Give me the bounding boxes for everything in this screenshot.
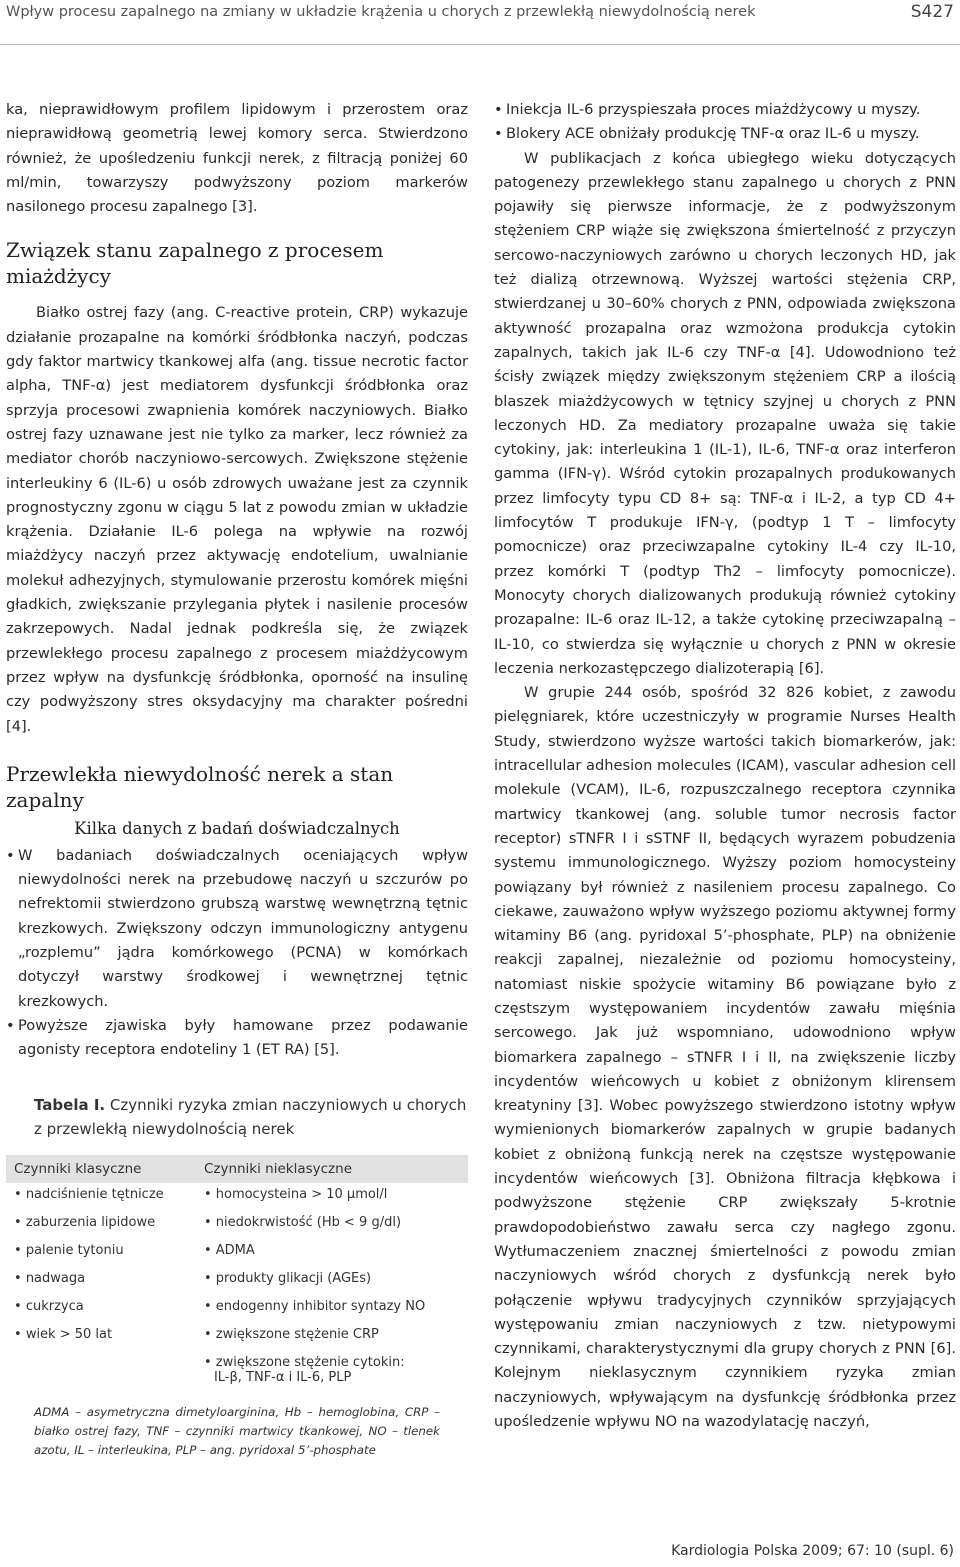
nurses-study-paragraph: W grupie 244 osób, spośród 32 826 kobiet, z zawodu pielęgniarek, które uczestniczyły w programie Nurses Health Study, stwierdzono wyższe wartości takich biomarkerów, jak: intracellular adhesion molecules (ICAM), vascular adhesion cell molekule (VCAM), IL-6, rozpuszczalnego receptora czynnika martwicy tkankowej (ang. soluble tumor necrosis factor receptor) sTNFR I i sSTNF II, będących wyrazem pobudzenia systemu immunologicznego. Wyższy poziom homocysteiny powiązany był również z nasileniem procesu zapalnego. Co ciekawe, zauważono wpływ wyższego poziomu aktywnej formy witaminy B6 (ang. pyridoxal 5’-phosphate, PLP) na obniżenie reakcji zapalnej, niezależnie od poziomu homocysteiny, natomiast niskie spożycie witaminy B6 powiązane było z częstszym występowaniem incydentów zawału mięśnia sercowego. Jak już wspomniano, udowodniono wpływ biomarkera zapalnego – sTNFR I i II, na zwiększenie liczby incydentów wieńcowych u kobiet z obniżonym klirensem kreatyniny [3]. Wobec powyższego stwierdzono istotny wpływ wymienionych biomarkerów zapalnych w grupie badanych kobiet z obniżoną funkcją nerek na częstsze występowanie incydentów wieńcowych [3]. Obniżona filtracja kłębkowa i podwyższone stężenie CRP zwiększały 5-krotnie prawdopodobieństwo zawału serca czy nagłego zgonu. Wytłumaczeniem znacznej śmiertelności z powodu zmian naczyniowych wśród chorych z dysfunkcją nerek było połączenie wpływu tradycyjnych czynników sprzyjających występowaniu zmian naczyniowych z tzw. nietypowymi czynnikami, charakterystycznymi dla grupy chorych z PNN [6]. Kolejnym nieklasycznym czynnikiem ryzyka zmian naczyniowych, wpływającym na dysfunkcję śródbłonka przez upośledzenie wpływu NO na wazodylatację naczyń, [494,684,956,1431]
mouse-findings-list [494,98,956,147]
table-cell: • zaburzenia lipidowe [14,1215,155,1230]
table-cell: IL-β, TNF-α i IL-6, PLP [213,1369,352,1385]
intro-paragraph: ka, nieprawidłowym profilem lipidowym i przerostem oraz nieprawidłową geometrią lewej komory serca. Stwierdzono również, że upośledzeniu funkcji nerek, z filtracją poniżej 60 ml/min, towarzyszy podwyższony poziom markerów nasilonego procesu zapalnego [3]. [6,101,468,216]
table-cell: • zwiększone stężenie cytokin: [204,1355,405,1370]
table-row [6,1351,468,1389]
table-cell: • produkty glikacji (AGEs) [204,1271,371,1286]
table-cell: • niedokrwistość (Hb < 9 g/dl) [204,1215,401,1230]
running-title: Wpływ procesu zapalnego na zmiany w układzie krążenia u chorych z przewlekłą niewydolnością nerek [6,4,756,20]
list-item: • Iniekcja IL-6 przyspieszała proces miażdżycowy u myszy. [494,98,956,122]
section-heading-ckd: Przewlekła niewydolność nerek a stan zapalny [6,761,394,812]
table-cell: • nadwaga [14,1271,85,1286]
table-row [6,1211,468,1239]
table-row [6,1239,468,1267]
table-row [6,1295,468,1323]
table-cell: • endogenny inhibitor syntazy NO [204,1299,425,1314]
table-cell: • ADMA [204,1243,255,1258]
table-row [6,1267,468,1295]
table-footnote: ADMA – asymetryczna dimetyloarginina, Hb – hemoglobina, CRP – białko ostrej fazy, TNF – czynniki martwicy tkankowej, NO – tlenek azotu, IL – interleukina, PLP – ang. pyridoxal 5’-phosphate [34,1404,440,1457]
crp-paragraph: Białko ostrej fazy (ang. C-reactive protein, CRP) wykazuje działanie prozapalne na komórki śródbłonka naczyń, podczas gdy faktor martwicy tkankowej alfa (ang. tissue necrotic factor alpha, TNF-α) jest mediatorem dysfunkcji śródbłonka oraz sprzyja procesowi zwapnienia komórek naczyniowych. Białko ostrej fazy uznawane jest nie tylko za marker, lecz również za mediator chorób naczyniowo-sercowych. Zwiększone stężenie interleukiny 6 (IL-6) u osób zdrowych uważane jest za czynnik prognostyczny zgonu w ciągu 5 lat z powodu zmian w układzie krążenia. Działanie IL-6 polega na wpływie na rozwój miażdżycy naczyń przez aktywację endotelium, uwalnianie molekuł adhezyjnych, stymulowanie przerostu komórek mięśni gładkich, zwiększanie przylegania płytek i nasilenie procesów zakrzepowych. Nadal jednak podkreśla się, że związek przewlekłego procesu zapalnego z procesem miażdżycowym przez wpływ na dysfunkcję śródbłonka, oporność na insulinę czy podwyższony stres oksydacyjny ma charakter pośredni [4]. [6,304,468,735]
list-item: • W badaniach doświadczalnych oceniających wpływ niewydolności nerek na przebudowę naczyń u szczurów po nefrektomii stwierdzono grubszą warstwę wewnętrzną tętnic krezkowych. Zwiększony odczyn immunologiczny antygenu „rozplemu” jądra komórkowego (PCNA) w komórkach dotyczył warstwy środkowej i wewnętrznej tętnic krezkowych. [6,844,468,1014]
table-cell: • zwiększone stężenie CRP [204,1327,379,1342]
table-row [6,1323,468,1351]
journal-citation: Kardiologia Polska 2009; 67: 10 (supl. 6) [671,1543,954,1559]
experimental-list [6,844,468,1063]
running-header [0,0,960,45]
right-column [494,98,956,1434]
left-column [6,98,468,1460]
cytokines-paragraph: W publikacjach z końca ubiegłego wieku dotyczących patogenezy przewlekłego stanu zapalnego u chorych z PNN pojawiły się pierwsze informacje, że z podwyższonym stężeniem CRP wiąże się zwiększona śmiertelność z przyczyn sercowo-naczyniowych zarówno u chorych leczonych HD, jak też dializą otrzewnową. Wyższej wartości stężenia CRP, stwierdzanej u 30–60% chorych z PNN, odpowiada zwiększona aktywność prozapalna oraz wzmożona produkcja cytokin zapalnych, takich jak IL-6 czy TNF-α [4]. Udowodniono też ścisły związek między zwiększonym stężeniem CRP a ilością blaszek miażdżycowych w tętnicy szyjnej u chorych z PNN leczonych HD. Za mediatory prozapalne uważa się takie cytokiny, jak: interleukina 1 (IL-1), IL-6, TNF-α oraz interferon gamma (IFN-γ). Wśród cytokin prozapalnych produkowanych przez limfocyty typu CD 8+ są: TNF-α i IL-2, a typ CD 4+ limfocytów T produkuje IFN-γ, (podtyp 1 T – limfocyty pomocnicze) oraz przeciwzapalne cytokiny IL-4 czy IL-10, przez komórki T (podtyp Th2 – limfocyty pomocnicze). Monocyty chorych dializowanych produkują również cytokiny prozapalne: IL-6 oraz IL-12, a także cytokinę przeciwzapalną – IL-10, co stwierdza się wyłącznie u chorych z PNN w okresie leczenia nerkozastępczego dializoterapią [6]. [494,149,956,677]
table-cell: • cukrzyca [14,1299,84,1314]
risk-factors-table [6,1155,468,1389]
table-cell: • wiek > 50 lat [14,1327,112,1342]
list-item: • Blokery ACE obniżały produkcję TNF-α oraz IL-6 u myszy. [494,122,956,146]
section-heading-atherosclerosis: Związek stanu zapalnego z procesem miażdżycy [6,238,384,289]
table-label: Tabela I. [34,1095,106,1114]
page-number: S427 [910,2,954,22]
table-title: Czynniki ryzyka zmian naczyniowych u chorych z przewlekłą niewydolnością nerek [34,1095,467,1138]
table-row [6,1183,468,1211]
table-header-classic: Czynniki klasyczne [6,1155,196,1183]
list-item: • Powyższe zjawiska były hamowane przez podawanie agonisty receptora endoteliny 1 (ET RA) [5]. [6,1014,468,1063]
subheading-experimental: Kilka danych z badań doświadczalnych [74,818,400,838]
table-cell: • palenie tytoniu [14,1243,124,1258]
table-header-nonclassic: Czynniki nieklasyczne [196,1155,468,1183]
table-cell: • nadciśnienie tętnicze [14,1187,164,1202]
table-cell: • homocysteina > 10 μmol/l [204,1187,387,1202]
table-caption [34,1093,468,1141]
